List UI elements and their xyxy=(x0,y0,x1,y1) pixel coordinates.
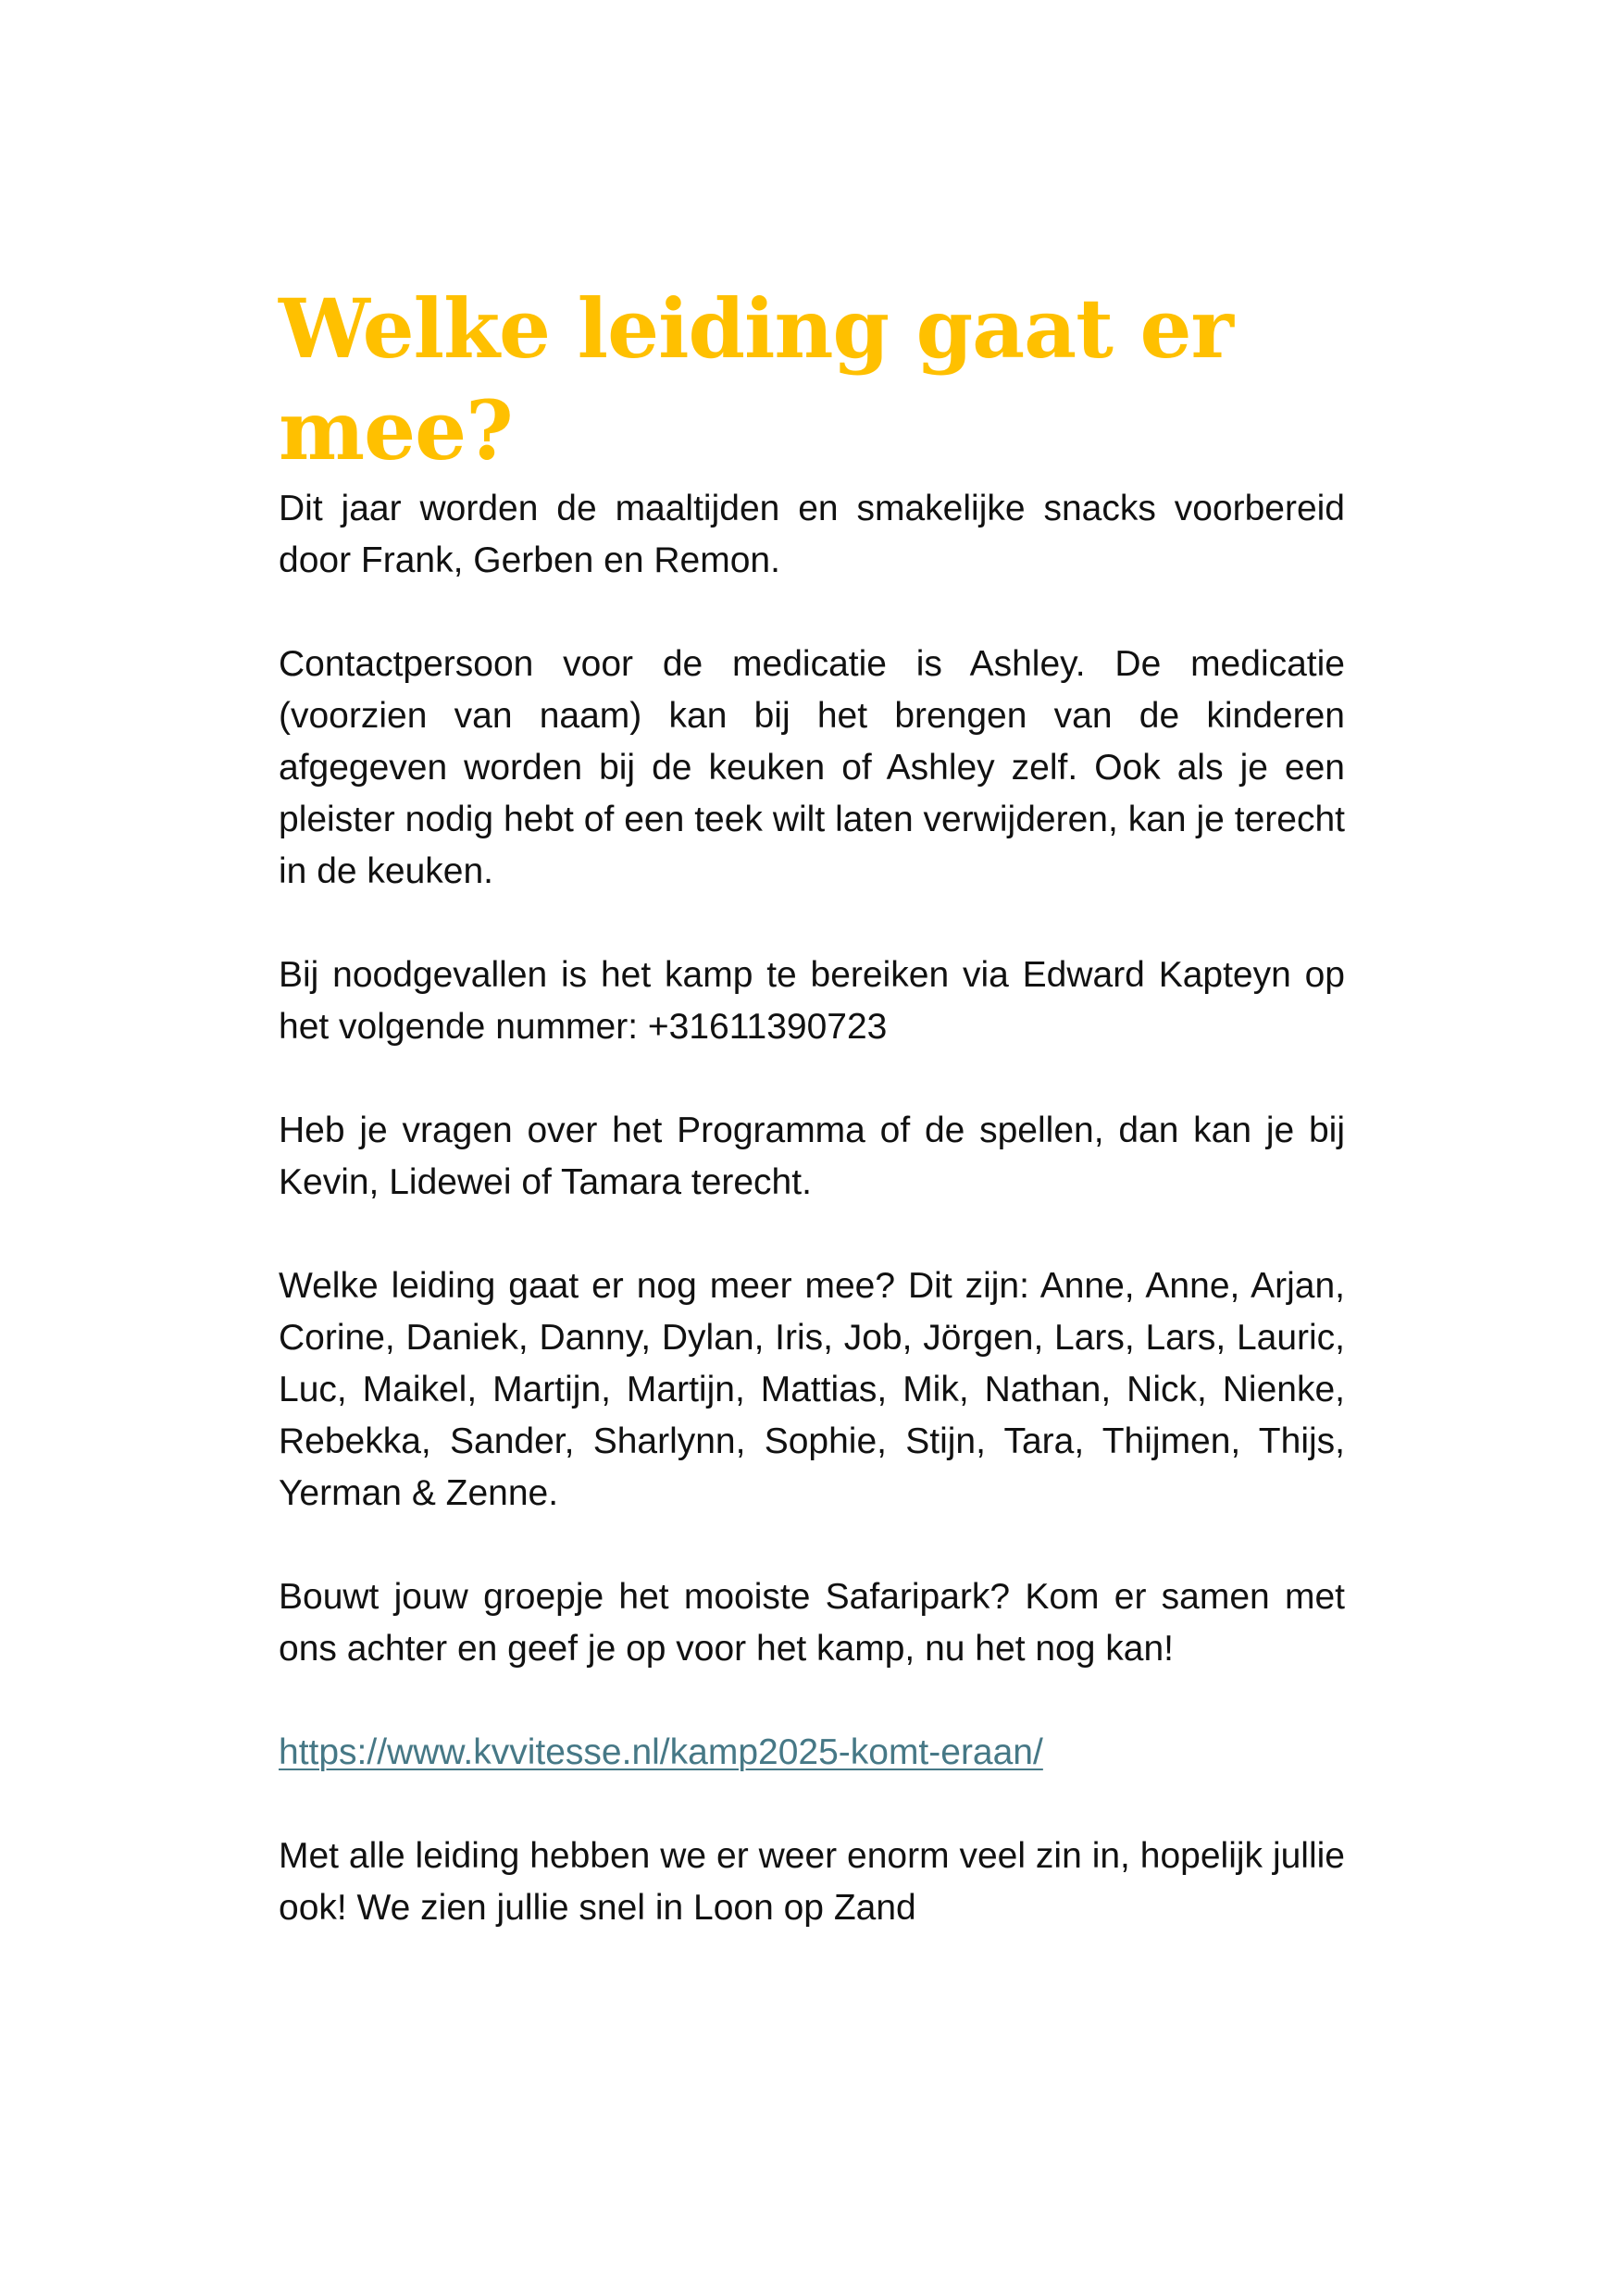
closing-paragraph: Met alle leiding hebben we er weer enorm veel zin in, hopelijk jullie ook! We zien jullie snel in Loon op Zand xyxy=(279,1836,1345,1928)
medication-paragraph: Contactpersoon voor de medicatie is Ashley. De medicatie (voorzien van naam) kan bij het brengen van de kinderen afgegeven worden bij de keuken of Ashley zelf. Ook als je een pleister nodig hebt of een teek wilt laten verwijderen, kan je terecht in de keuken. xyxy=(279,644,1345,891)
cooks-paragraph: Dit jaar worden de maaltijden en smakelijke snacks voorbereid door Frank, Gerben en Remon. xyxy=(279,489,1345,580)
page-title: Welke leiding gaat er mee? xyxy=(279,280,1233,478)
camp-link-paragraph xyxy=(279,1727,1345,1779)
signup-paragraph: Bouwt jouw groepje het mooiste Safaripark? Kom er samen met ons achter en geef je op voor het kamp, nu het nog kan! xyxy=(279,1577,1345,1669)
camp-link[interactable]: https://www.kvvitesse.nl/kamp2025-komt-eraan/ xyxy=(279,1732,1043,1772)
program-paragraph: Heb je vragen over het Programma of de spellen, dan kan je bij Kevin, Lidewei of Tamara terecht. xyxy=(279,1111,1345,1202)
document-page xyxy=(279,278,1345,1934)
emergency-paragraph: Bij noodgevallen is het kamp te bereiken via Edward Kapteyn op het volgende nummer: +31611390723 xyxy=(279,955,1345,1047)
leaders-paragraph: Welke leiding gaat er nog meer mee? Dit zijn: Anne, Anne, Arjan, Corine, Daniek, Danny, Dylan, Iris, Job, Jörgen, Lars, Lars, Lauric, Luc, Maikel, Martijn, Martijn, Mattias, Mik, Nathan, Nick, Nienke, Rebekka, Sander, Sharlynn, Sophie, Stijn, Tara, Thijmen, Thijs, Yerman & Zenne. xyxy=(279,1266,1345,1513)
